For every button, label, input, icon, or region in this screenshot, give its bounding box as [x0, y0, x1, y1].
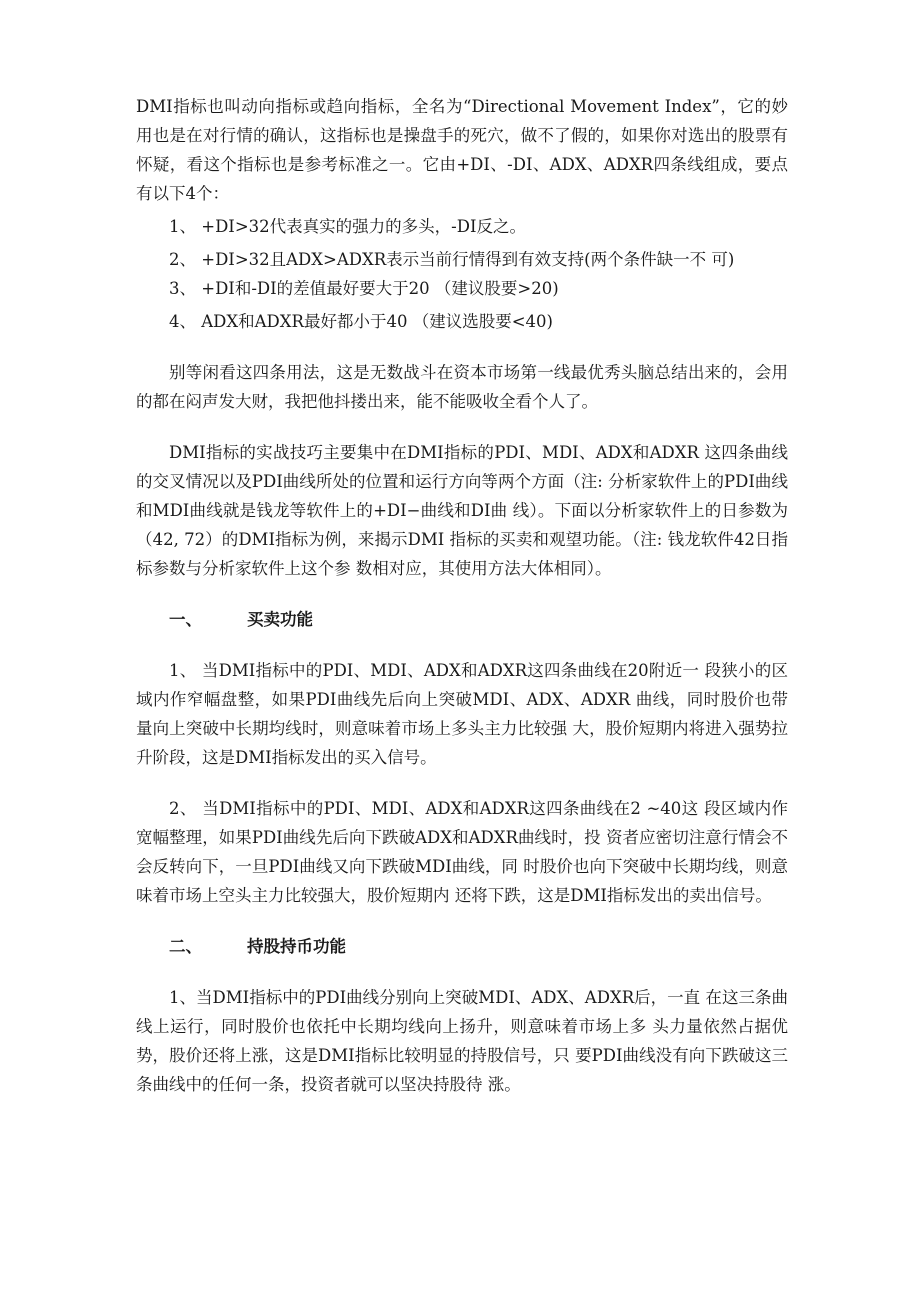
section-title: 持股持币功能 — [247, 937, 346, 956]
techniques-paragraph: DMI指标的实战技巧主要集中在DMI指标的PDI、MDI、ADX和ADXR 这四条曲线的交叉情况以及PDI曲线所处的位置和运行方向等两个方面（注: 分析家软件上的PDI曲线和MDI曲线就是钱龙等软件上的+DI−曲线和DI曲 线）。下面以分析家软件上的日参数为（42, 72）的DMI指标为例，来揭示DMI 指标的买卖和观望功能。（注: 钱龙软件42日指标参数与分析家软件上这个参 数相对应，其使用方法大体相同）。 — [136, 443, 788, 578]
section-heading-buy-sell — [136, 605, 788, 634]
point-2: 2、 +DI>32且ADX>ADXR表示当前行情得到有效支持(两个条件缺一不 可) — [169, 250, 735, 269]
document-page — [136, 92, 788, 1099]
point-4: 4、 ADX和ADXR最好都小于40 （建议选股要<40) — [169, 312, 553, 331]
intro-paragraph: DMI指标也叫动向指标或趋向指标，全名为“Directional Movement Index”，它的妙用也是在对行情的确认，这指标也是操盘手的死穴，做不了假的，如果你对选出的股票有怀疑，看这个指标也是参考标准之一。它由+DI、-DI、ADX、ADXR四条线组成，要点有以下4个： — [136, 97, 788, 203]
point-3: 3、 +DI和-DI的差值最好要大于20 （建议股要>20) — [169, 279, 559, 298]
section-number: 一、 — [169, 610, 202, 629]
sell-signal-paragraph: 2、 当DMI指标中的PDI、MDI、ADX和ADXR这四条曲线在2 ~40这 段区域内作宽幅整理，如果PDI曲线先后向下跌破ADX和ADXR曲线时，投 资者应密切注意行情会不会反转向下，一旦PDI曲线又向下跌破MDI曲线，同 时股价也向下突破中长期均线，则意味着市场上空头主力比较强大，股价短期内 还将下跌，这是DMI指标发出的卖出信号。 — [136, 799, 788, 905]
buy-signal-paragraph: 1、 当DMI指标中的PDI、MDI、ADX和ADXR这四条曲线在20附近一 段狭小的区域内作窄幅盘整，如果PDI曲线先后向上突破MDI、ADX、ADXR 曲线，同时股价也带量向上突破中长期均线时，则意味着市场上多头主力比较强 大，股价短期内将进入强势拉升阶段，这是DMI指标发出的买入信号。 — [136, 661, 788, 767]
point-1: 1、 +DI>32代表真实的强力的多头，-DI反之。 — [169, 217, 526, 236]
section-number: 二、 — [169, 937, 202, 956]
usage-paragraph: 别等闲看这四条用法，这是无数战斗在资本市场第一线最优秀头脑总结出来的，会用的都在闷声发大财，我把他抖搂出来，能不能吸收全看个人了。 — [136, 363, 788, 411]
hold-signal-paragraph: 1、当DMI指标中的PDI曲线分别向上突破MDI、ADX、ADXR后，一直 在这三条曲线上运行，同时股价也依托中长期均线向上扬升，则意味着市场上多 头力量依然占据优势，股价还将上涨，这是DMI指标比较明显的持股信号，只 要PDI曲线没有向下跌破这三条曲线中的任何一条，投资者就可以坚决持股待 涨。 — [136, 988, 788, 1094]
section-title: 买卖功能 — [247, 610, 313, 629]
section-heading-hold — [136, 932, 788, 961]
